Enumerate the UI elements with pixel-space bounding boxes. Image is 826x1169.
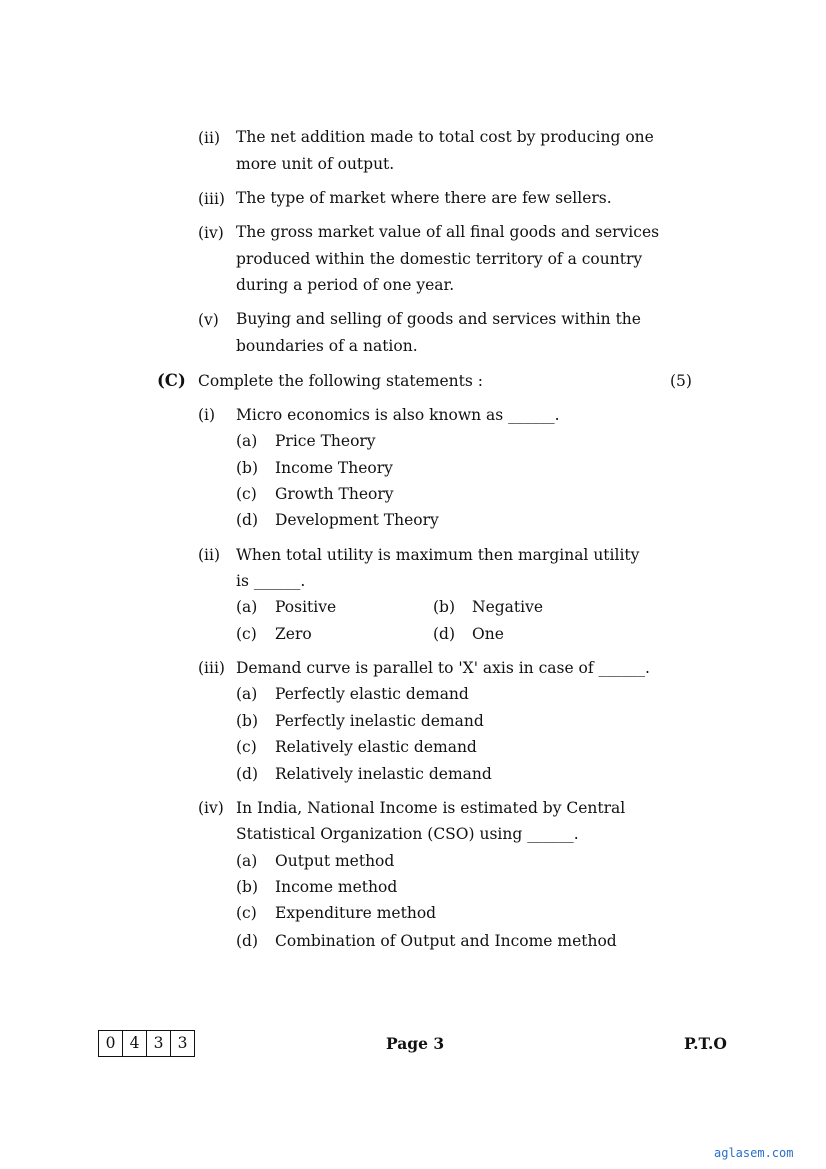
option-label: (b)	[236, 878, 259, 896]
option-label: (a)	[236, 432, 258, 450]
question-number: (i)	[198, 406, 216, 424]
watermark-link[interactable]: aglasem.com	[714, 1146, 794, 1160]
item-text	[236, 306, 641, 359]
paper-code-digit: 3	[147, 1031, 171, 1056]
option-text: Development Theory	[275, 511, 439, 529]
option-text: Price Theory	[275, 432, 376, 450]
option-text: Relatively inelastic demand	[275, 765, 492, 783]
page-number: Page 3	[386, 1034, 445, 1053]
option-label: (c)	[236, 738, 257, 756]
paper-code-digit: 0	[99, 1031, 123, 1056]
option-label: (d)	[236, 932, 259, 950]
question-text: is ______.	[236, 572, 306, 590]
item-number: (iv)	[198, 224, 224, 242]
paper-code-digit: 3	[177, 1034, 188, 1052]
option-label: (b)	[433, 598, 456, 616]
question-text: Statistical Organization (CSO) using ______.	[236, 825, 579, 843]
option-text: Income method	[275, 878, 398, 896]
option-text: Positive	[275, 598, 337, 616]
option-label: (b)	[236, 712, 259, 730]
item-line: Buying and selling of goods and services within the	[236, 310, 641, 328]
option-label: (c)	[236, 904, 257, 922]
question-number: (iii)	[198, 659, 225, 677]
option-text: Income Theory	[275, 459, 393, 477]
option-text: Perfectly inelastic demand	[275, 712, 484, 730]
item-number: (v)	[198, 311, 219, 329]
paper-code-digit: 4	[123, 1031, 147, 1056]
section-marks: (5)	[670, 372, 692, 390]
item-number: (ii)	[198, 129, 221, 147]
item-line: during a period of one year.	[236, 276, 455, 294]
item-text	[236, 219, 659, 299]
option-label: (a)	[236, 598, 258, 616]
section-label: (C)	[157, 371, 186, 390]
option-label: (a)	[236, 685, 258, 703]
item-line: more unit of output.	[236, 154, 395, 173]
option-label: (b)	[236, 459, 259, 477]
option-text: Output method	[275, 852, 395, 870]
question-text: Demand curve is parallel to 'X' axis in case of ______.	[236, 659, 650, 677]
option-label: (d)	[433, 625, 456, 643]
item-line: produced within the domestic territory of a country	[236, 249, 643, 268]
option-label: (a)	[236, 852, 258, 870]
option-text: Zero	[275, 625, 312, 643]
pto-label: P.T.O	[684, 1034, 727, 1053]
option-label: (d)	[236, 765, 259, 783]
option-label: (c)	[236, 485, 257, 503]
option-text: Expenditure method	[275, 904, 437, 922]
option-text: Negative	[472, 598, 544, 616]
item-line: The type of market where there are few sellers.	[236, 189, 612, 207]
item-line: boundaries of a nation.	[236, 336, 418, 355]
paper-code-box	[98, 1030, 195, 1057]
question-number: (iv)	[198, 799, 224, 817]
item-text	[236, 185, 612, 212]
question-number: (ii)	[198, 546, 221, 564]
option-text: Growth Theory	[275, 485, 394, 503]
option-text: Relatively elastic demand	[275, 738, 477, 756]
option-label: (c)	[236, 625, 257, 643]
option-text: Combination of Output and Income method	[275, 932, 617, 950]
section-instruction: Complete the following statements :	[198, 372, 483, 390]
item-number: (iii)	[198, 190, 225, 208]
question-text: In India, National Income is estimated by Central	[236, 799, 626, 817]
option-text: Perfectly elastic demand	[275, 685, 469, 703]
item-text	[236, 124, 654, 177]
question-text: When total utility is maximum then marginal utility	[236, 546, 640, 564]
option-text: One	[472, 625, 504, 643]
item-line: The net addition made to total cost by producing one	[236, 128, 654, 146]
item-line: The gross market value of all final goods and services	[236, 223, 660, 241]
question-text: Micro economics is also known as ______.	[236, 406, 560, 424]
option-label: (d)	[236, 511, 259, 529]
